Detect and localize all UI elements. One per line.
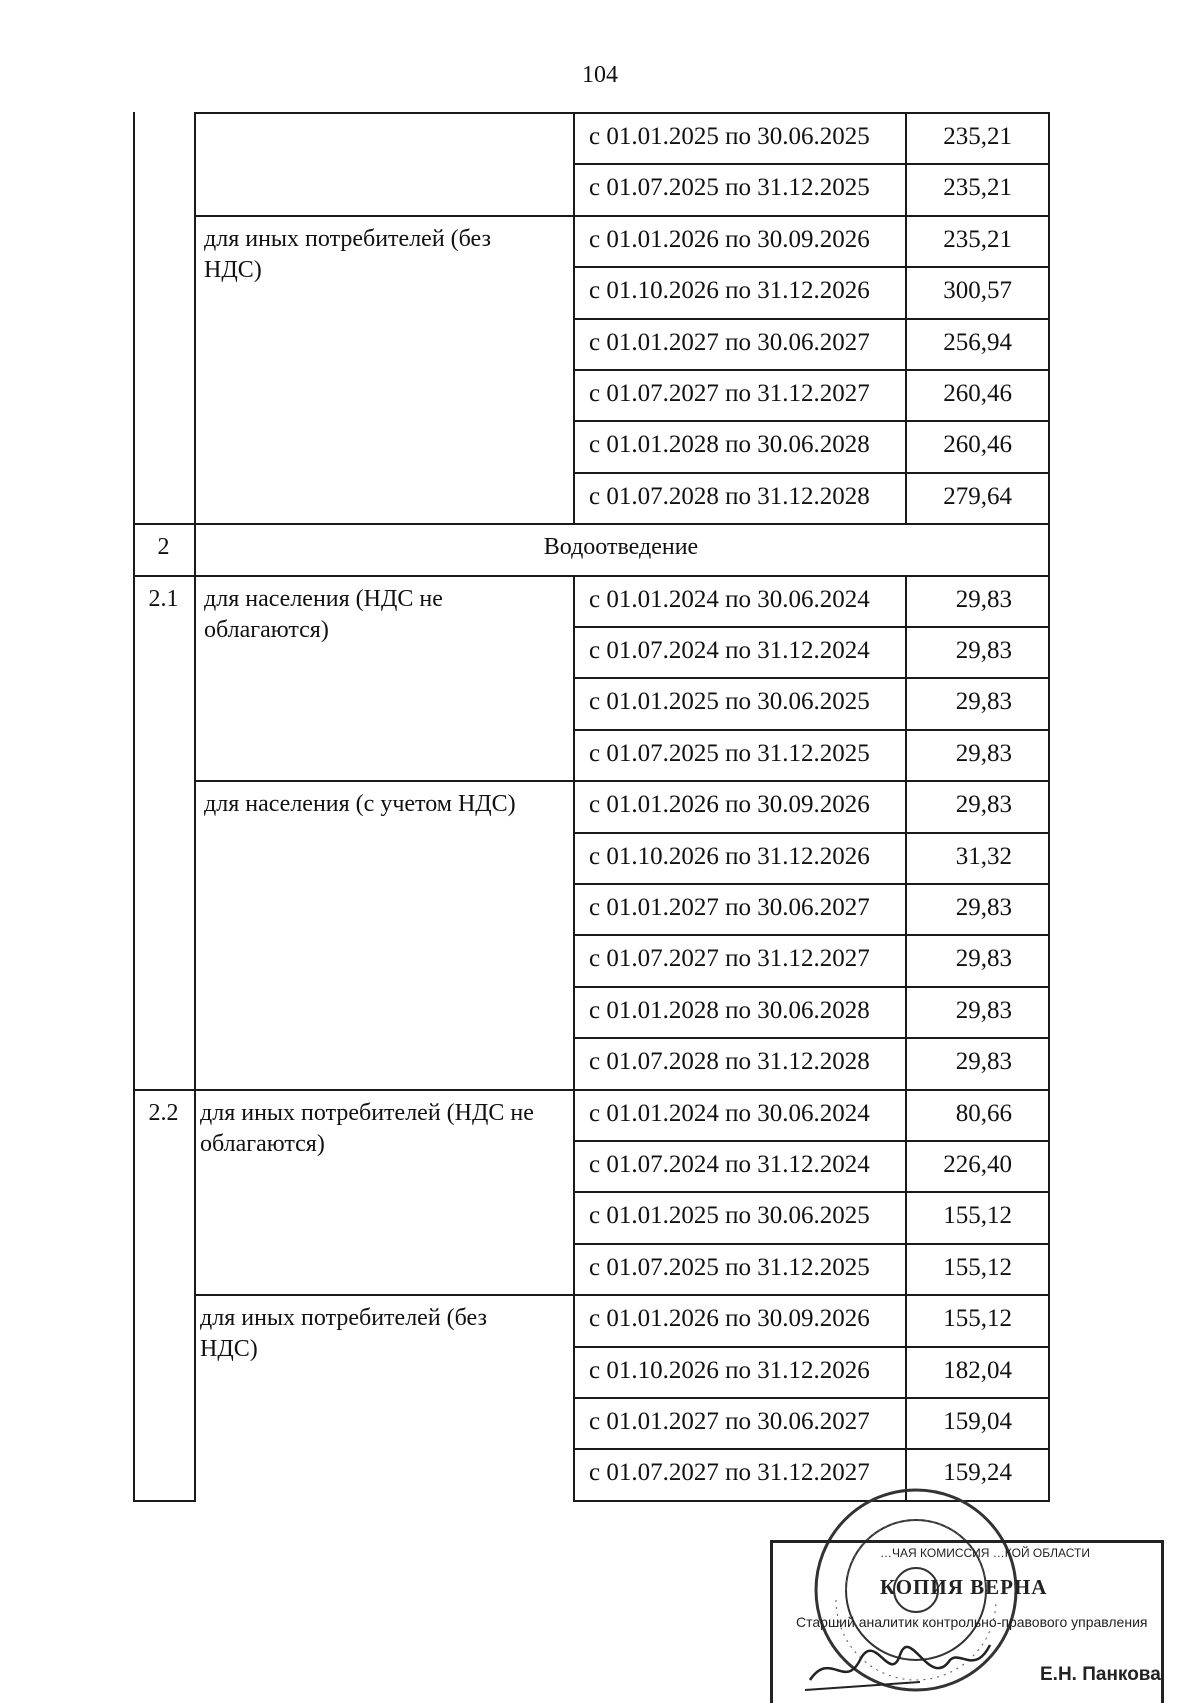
table-row-divider [573,1448,1050,1450]
table-row-divider [573,266,1050,268]
table-row-divider [573,1140,1050,1142]
tariff-value-2-2-b-0: 155,12 [943,1305,1012,1333]
table-row-divider [573,883,1050,885]
tariff-period-top-b-5: с 01.07.2028 по 31.12.2028 [589,482,870,510]
tariff-value-2-1-b-2: 29,83 [955,894,1012,921]
category-label-2-1-b: для населения (с учетом НДС) [204,791,516,818]
tariff-value-top-b-1: 300,57 [943,277,1012,305]
tariff-period-top-b-2: с 01.01.2027 по 30.06.2027 [589,328,870,356]
table-bottom-border [133,1500,196,1502]
tariff-period-top-b-1: с 01.10.2026 по 31.12.2026 [589,277,870,305]
category-label-2-1-a: для населения (НДС не облагаются) [204,585,443,643]
tariff-period-2-2-b-0: с 01.01.2026 по 30.09.2026 [589,1305,870,1333]
tariff-value-top-b-2: 256,94 [943,328,1012,356]
table-row-divider [573,215,1050,217]
tariff-period-2-2-a-0: с 01.01.2024 по 30.06.2024 [589,1099,870,1127]
tariff-value-2-1-b-1: 31,32 [955,842,1012,870]
tariff-value-2-2-a-2: 155,12 [943,1202,1012,1230]
stamp-title: КОПИЯ ВЕРНА [880,1575,1048,1599]
table-row-divider [573,1243,1050,1245]
tariff-period-top-a-1: с 01.07.2025 по 31.12.2025 [589,174,870,202]
table-row-divider [573,163,1050,165]
tariff-value-2-1-a-1: 29,83 [955,637,1012,664]
tariff-period-2-2-a-1: с 01.07.2024 по 31.12.2024 [589,1151,870,1178]
category-label-2-2-a: для иных потребителей (НДС не облагаются) [200,1099,534,1157]
tariff-value-2-1-a-0: 29,83 [955,585,1012,613]
tariff-value-top-b-0: 235,21 [943,225,1012,253]
tariff-period-top-a-0: с 01.01.2025 по 30.06.2025 [589,123,870,150]
tariff-period-2-2-a-3: с 01.07.2025 по 31.12.2025 [589,1253,870,1281]
table-group-divider [194,215,575,217]
table-row-divider [573,934,1050,936]
tariff-period-2-1-b-4: с 01.01.2028 по 30.06.2028 [589,996,870,1024]
tariff-period-2-2-b-3: с 01.07.2027 по 31.12.2027 [589,1459,870,1487]
table-row-divider [573,626,1050,628]
section-number-2-2: 2.2 [148,1099,179,1126]
table-column-divider [573,575,575,1502]
tariff-value-top-b-5: 279,64 [943,482,1012,510]
table-column-divider [905,112,907,525]
table-right-border [1048,112,1050,1502]
table-section-divider [133,575,1050,577]
table-row-divider [573,986,1050,988]
table-row-divider [573,420,1050,422]
tariff-period-2-1-b-0: с 01.01.2026 по 30.09.2026 [589,791,870,819]
tariff-period-2-1-b-2: с 01.01.2027 по 30.06.2027 [589,894,870,921]
table-row-divider [573,1191,1050,1193]
tariff-period-2-1-a-3: с 01.07.2025 по 31.12.2025 [589,739,870,767]
tariff-value-top-b-4: 260,46 [943,431,1012,459]
table-row-divider [573,472,1050,474]
tariff-value-top-b-3: 260,46 [943,380,1012,407]
tariff-value-2-2-b-2: 159,04 [943,1408,1012,1435]
table-row-divider [573,1037,1050,1039]
section-title-2: Водоотведение [543,534,699,561]
category-label-2-2-b: для иных потребителей (без НДС) [200,1305,487,1363]
tariff-period-top-b-3: с 01.07.2027 по 31.12.2027 [589,380,870,407]
tariff-value-top-a-0: 235,21 [943,123,1012,150]
table-column-divider [573,112,575,525]
table-group-divider [194,1294,575,1296]
table-row-divider [573,780,1050,782]
table-row-divider [573,832,1050,834]
tariff-value-2-1-b-4: 29,83 [955,996,1012,1024]
tariff-period-top-b-4: с 01.01.2028 по 30.06.2028 [589,431,870,459]
stamp-name: Е.Н. Панкова [1040,1664,1161,1685]
category-label-top-b: для иных потребителей (без НДС) [204,225,491,283]
tariff-period-2-2-b-2: с 01.01.2027 по 30.06.2027 [589,1408,870,1435]
tariff-period-2-2-a-2: с 01.01.2025 по 30.06.2025 [589,1202,870,1230]
table-row-divider [573,729,1050,731]
table-group-divider [194,780,575,782]
table-column-divider [905,575,907,1502]
tariff-value-2-1-a-2: 29,83 [955,688,1012,716]
table-row-divider [573,318,1050,320]
tariff-value-2-2-b-1: 182,04 [943,1356,1012,1384]
table-top-border [194,112,1050,114]
tariff-period-2-1-a-2: с 01.01.2025 по 30.06.2025 [589,688,870,716]
tariff-period-2-1-b-5: с 01.07.2028 по 31.12.2028 [589,1048,870,1076]
section-number-2: 2 [157,534,170,561]
tariff-period-2-1-b-3: с 01.07.2027 по 31.12.2027 [589,945,870,973]
page-number: 104 [582,62,618,88]
tariff-value-2-2-a-0: 80,66 [955,1099,1012,1127]
tariff-value-2-1-b-0: 29,83 [955,791,1012,819]
table-row-divider [573,1397,1050,1399]
table-left-border [133,112,135,1502]
handwritten-signature-icon [800,1630,1000,1700]
tariff-period-2-1-a-1: с 01.07.2024 по 31.12.2024 [589,637,870,664]
tariff-value-2-2-b-3: 159,24 [943,1459,1012,1487]
tariff-period-2-1-a-0: с 01.01.2024 по 30.06.2024 [589,585,870,613]
tariff-period-top-b-0: с 01.01.2026 по 30.09.2026 [589,225,870,253]
tariff-value-2-1-b-5: 29,83 [955,1048,1012,1076]
tariff-period-2-2-b-1: с 01.10.2026 по 31.12.2026 [589,1356,870,1384]
tariff-value-2-1-b-3: 29,83 [955,945,1012,973]
tariff-value-2-2-a-1: 226,40 [943,1151,1012,1178]
section-number-2-1: 2.1 [148,585,179,612]
tariff-value-2-1-a-3: 29,83 [955,739,1012,767]
tariff-period-2-1-b-1: с 01.10.2026 по 31.12.2026 [589,842,870,870]
table-section-divider [133,523,1050,525]
table-row-divider [573,677,1050,679]
tariff-value-2-2-a-3: 155,12 [943,1253,1012,1281]
table-row-divider [573,369,1050,371]
table-row-divider [573,1346,1050,1348]
tariff-value-top-a-1: 235,21 [943,174,1012,202]
table-row-divider [573,1294,1050,1296]
table-section-divider [133,1089,1050,1091]
table-column-divider [194,112,196,1502]
stamp-header: …ЧАЯ КОМИССИЯ …КОЙ ОБЛАСТИ [880,1546,1090,1560]
stamp-position: Старший аналитик контрольно-правового управления [796,1614,1148,1630]
